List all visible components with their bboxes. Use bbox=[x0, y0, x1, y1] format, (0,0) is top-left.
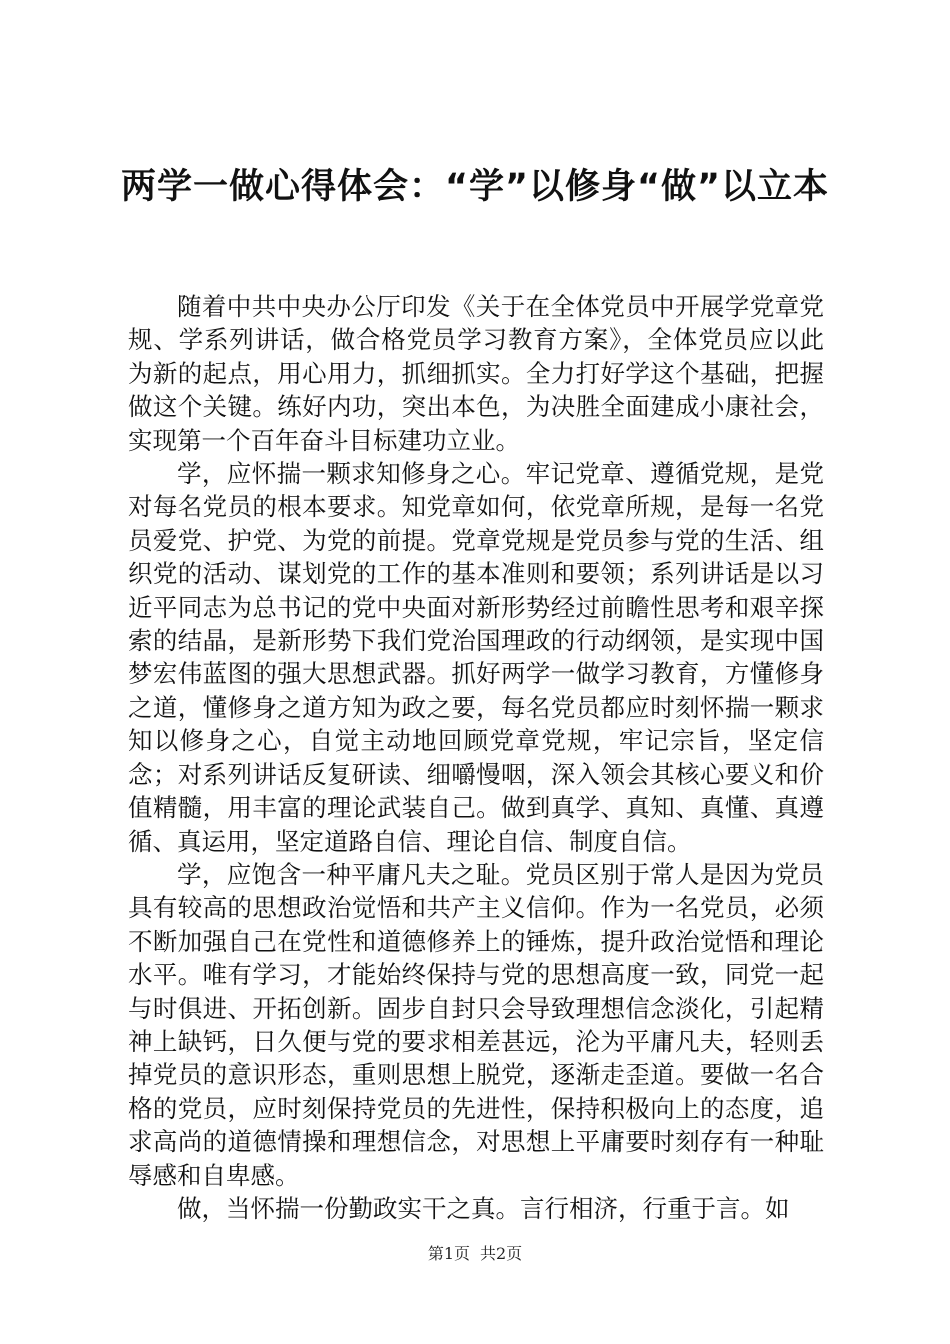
paragraph-4: 做，当怀揣一份勤政实干之真。言行相济，行重于言。如 bbox=[177, 1193, 790, 1223]
page-number-total: 共2页 bbox=[480, 1244, 523, 1263]
document-title: 两学一做心得体会：“学”以修身“做”以立本 bbox=[120, 167, 829, 207]
paragraph-3: 学，应饱含一种平庸凡夫之耻。党员区别于常人是因为党员具有较高的思想政治觉悟和共产主义信仰。作为一名党员，必须不断加强自己在党性和道德修养上的锤炼，提升政治觉悟和理论水平。唯有学习，才能始终保持与党的思想高度一致，同党一起与时俱进、开拓创新。固步自封只会导致理想信念淡化，引起精神上缺钙，日久便与党的要求相差甚远，沦为平庸凡夫，轻则丢掉党员的意识形态，重则思想上脱党，逐渐走歪道。要做一名合格的党员，应时刻保持党员的先进性，保持积极向上的态度，追求高尚的道德情操和理想信念，对思想上平庸要时刻存有一种耻辱感和自卑感。 bbox=[128, 859, 824, 1190]
document-body bbox=[128, 290, 824, 1225]
paragraph-2: 学，应怀揣一颗求知修身之心。牢记党章、遵循党规，是党对每名党员的根本要求。知党章如何，依党章所规，是每一名党员爱党、护党、为党的前提。党章党规是党员参与党的生活、组织党的活动、谋划党的工作的基本准则和要领；系列讲话是以习近平同志为总书记的党中央面对新形势经过前瞻性思考和艰辛探索的结晶，是新形势下我们党治国理政的行动纲领，是实现中国梦宏伟蓝图的强大思想武器。抓好两学一做学习教育，方懂修身之道，懂修身之道方知为政之要，每名党员都应时刻怀揣一颗求知以修身之心，自觉主动地回顾党章党规，牢记宗旨，坚定信念；对系列讲话反复研读、细嚼慢咽，深入领会其核心要义和价值精髓，用丰富的理论武装自己。做到真学、真知、真懂、真遵循、真运用，坚定道路自信、理论自信、制度自信。 bbox=[128, 459, 824, 856]
page-footer bbox=[0, 1244, 950, 1264]
paragraph-1: 随着中共中央办公厅印发《关于在全体党员中开展学党章党规、学系列讲话，做合格党员学习教育方案》，全体党员应以此为新的起点，用心用力，抓细抓实。全力打好学这个基础，把握做这个关键。练好内功，突出本色，为决胜全面建成小康社会，实现第一个百年奋斗目标建功立业。 bbox=[128, 292, 824, 455]
page-number-current: 第1页 bbox=[427, 1244, 470, 1263]
